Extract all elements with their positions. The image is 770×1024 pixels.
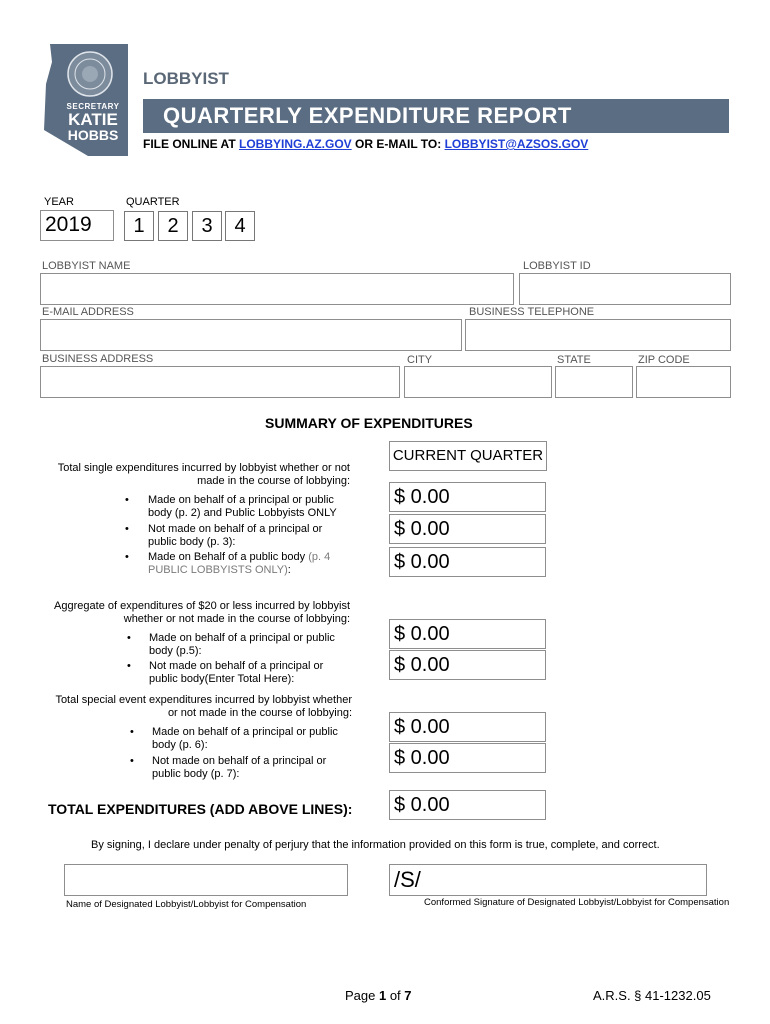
total-amount-field[interactable]	[389, 790, 546, 820]
section1-item1-line2: body (p. 2) and Public Lobbyists ONLY	[148, 507, 337, 519]
section3-line2: or not made in the course of lobbying:	[167, 707, 352, 719]
year-field[interactable]	[40, 210, 114, 241]
signature-value: /S/	[394, 867, 421, 892]
amount-value-6: $ 0.00	[394, 716, 450, 738]
section2-heading	[40, 600, 350, 626]
current-quarter-header: CURRENT QUARTER	[389, 441, 547, 471]
section1-item2	[148, 523, 322, 549]
section2-item1-line2: body (p.5):	[149, 645, 202, 657]
file-online-line	[143, 137, 588, 151]
zip-label: ZIP CODE	[638, 354, 690, 366]
quarter-label: QUARTER	[126, 196, 180, 208]
section3-item1-line2: body (p. 6):	[152, 739, 208, 751]
section1-item1-line1: Made on behalf of a principal or public	[148, 494, 334, 506]
section1-item3-line1b: (p. 4	[308, 551, 331, 563]
page-number	[345, 988, 412, 1003]
year-value: 2019	[45, 213, 92, 236]
amount-value-7: $ 0.00	[394, 747, 450, 769]
lobbyist-name-field[interactable]	[40, 273, 514, 305]
section1-line1: Total single expenditures incurred by lobbyist whether or not	[57, 462, 350, 474]
section1-item3	[148, 551, 330, 577]
address-field[interactable]	[40, 366, 400, 398]
logo-line-1: SECRETARY	[66, 102, 120, 111]
email-field[interactable]	[40, 319, 462, 351]
section1-item3-line2: PUBLIC LOBBYISTS ONLY)	[148, 564, 288, 576]
email-label: E-MAIL ADDRESS	[42, 306, 134, 318]
name-caption: Name of Designated Lobbyist/Lobbyist for Compensation	[66, 899, 307, 910]
state-field[interactable]	[555, 366, 633, 398]
page-of: of	[386, 988, 405, 1003]
section1-item3-colon: :	[287, 564, 291, 576]
year-label: YEAR	[44, 196, 74, 208]
form-heading-lobbyist: LOBBYIST	[143, 69, 229, 88]
zip-field[interactable]	[636, 366, 731, 398]
section3-item2-line1: Not made on behalf of a principal or	[152, 755, 327, 767]
page-total: 7	[404, 988, 412, 1003]
section2-item2-line2: public body(Enter Total Here):	[149, 673, 295, 685]
quarter-1-option[interactable]: 1	[124, 211, 154, 241]
quarter-2-option[interactable]: 2	[158, 211, 188, 241]
form-title: QUARTERLY EXPENDITURE REPORT	[163, 103, 572, 128]
section2-item2	[149, 660, 323, 686]
section2-line2: whether or not made in the course of lobbying:	[123, 613, 350, 625]
city-label: CITY	[407, 354, 433, 366]
amount-value-2: $ 0.00	[394, 518, 450, 540]
section3-line1: Total special event expenditures incurred by lobbyist whether	[55, 694, 352, 706]
amount-field-6[interactable]	[389, 712, 546, 742]
section3-item2-line2: public body (p. 7):	[152, 768, 240, 780]
amount-field-7[interactable]	[389, 743, 546, 773]
section1-line2: made in the course of lobbying:	[197, 475, 350, 487]
quarter-4-option[interactable]: 4	[225, 211, 255, 241]
section2-item2-line1: Not made on behalf of a principal or	[149, 660, 324, 672]
declaration-text: By signing, I declare under penalty of perjury that the information provided on this form is true, complete, and correct.	[91, 839, 660, 851]
summary-title: SUMMARY OF EXPENDITURES	[265, 415, 473, 431]
file-prefix: FILE ONLINE AT	[143, 137, 239, 151]
bullet-icon: •	[127, 632, 131, 644]
amount-value-3: $ 0.00	[394, 551, 450, 573]
section1-heading	[40, 462, 350, 488]
section1-item1	[148, 494, 337, 520]
bullet-icon: •	[130, 726, 134, 738]
amount-field-4[interactable]	[389, 619, 546, 649]
total-label: TOTAL EXPENDITURES (ADD ABOVE LINES):	[48, 801, 353, 817]
section3-item2	[152, 755, 326, 781]
lobbyist-name-label: LOBBYIST NAME	[42, 260, 131, 272]
arizona-logo	[44, 44, 130, 156]
bullet-icon: •	[125, 551, 129, 563]
amount-field-1[interactable]	[389, 482, 546, 512]
section3-item1-line1: Made on behalf of a principal or public	[152, 726, 338, 738]
title-banner	[143, 99, 729, 133]
amount-value-4: $ 0.00	[394, 623, 450, 645]
phone-field[interactable]	[465, 319, 731, 351]
quarter-3-option[interactable]: 3	[192, 211, 222, 241]
lobbyist-id-label: LOBBYIST ID	[523, 260, 591, 272]
bullet-icon: •	[130, 755, 134, 767]
amount-value-1: $ 0.00	[394, 486, 450, 508]
lobbyist-name-signature-field[interactable]	[64, 864, 348, 896]
logo-line-2: KATIE	[68, 110, 118, 129]
section3-item1	[152, 726, 338, 752]
section2-item1	[149, 632, 335, 658]
bullet-icon: •	[125, 494, 129, 506]
phone-label: BUSINESS TELEPHONE	[469, 306, 595, 318]
amount-field-2[interactable]	[389, 514, 546, 544]
lobbyist-id-field[interactable]	[519, 273, 731, 305]
conformed-signature-field[interactable]	[389, 864, 707, 896]
page-prefix: Page	[345, 988, 379, 1003]
lobbying-link[interactable]: LOBBYING.AZ.GOV	[239, 137, 352, 151]
section3-heading	[40, 694, 352, 720]
amount-value-5: $ 0.00	[394, 654, 450, 676]
section1-item2-line2: public body (p. 3):	[148, 536, 236, 548]
address-label: BUSINESS ADDRESS	[42, 353, 154, 365]
section1-item2-line1: Not made on behalf of a principal or	[148, 523, 323, 535]
bullet-icon: •	[127, 660, 131, 672]
section2-item1-line1: Made on behalf of a principal or public	[149, 632, 335, 644]
email-link[interactable]: LOBBYIST@AZSOS.GOV	[444, 137, 589, 151]
logo-line-3: HOBBS	[67, 127, 119, 143]
state-label: STATE	[557, 354, 591, 366]
section1-item3-line1a: Made on Behalf of a public body	[148, 551, 309, 563]
bullet-icon: •	[125, 523, 129, 535]
city-field[interactable]	[404, 366, 552, 398]
amount-field-5[interactable]	[389, 650, 546, 680]
page-current: 1	[378, 988, 387, 1003]
amount-field-3[interactable]	[389, 547, 546, 577]
file-mid: OR E-MAIL TO:	[351, 137, 445, 151]
signature-caption: Conformed Signature of Designated Lobbyist/Lobbyist for Compensation	[424, 897, 730, 908]
total-amount-value: $ 0.00	[394, 794, 450, 816]
statute-reference: A.R.S. § 41-1232.05	[593, 988, 711, 1003]
section2-line1: Aggregate of expenditures of $20 or less incurred by lobbyist	[54, 600, 350, 612]
